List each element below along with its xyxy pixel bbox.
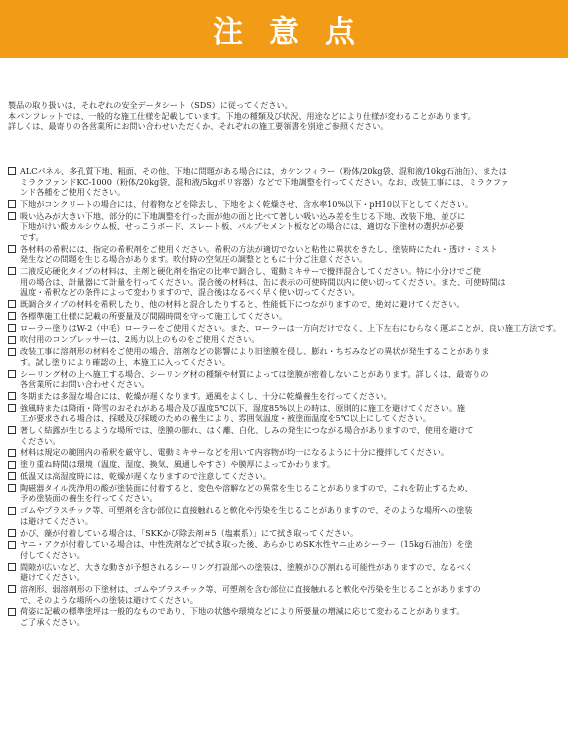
page-title: 注意点 xyxy=(213,15,381,50)
checkbox-square-icon xyxy=(8,167,16,175)
note-text: 間隙が広いなど、大きな動きが予想されるシーリング打設部への塗装は、塗膜がひび割れる可能性がありますので、なるべく 避けてください。 xyxy=(20,561,473,583)
note-text: 各材料の希釈には、指定の希釈剤をご使用ください。希釈の方法が適切でないと粘性に異状をきたし、塗装時にたれ・透け・ミスト 発生などの問題を生じる場合があります。吹付時の空気圧の調整とともに十分ご注意ください。 xyxy=(20,243,498,265)
list-item xyxy=(8,425,564,446)
note-text: かび、藻が付着している場合は、「SKKかび除去剤＃5（塩素系）」にて拭き取ってください。 xyxy=(20,527,359,538)
checkbox-square-icon xyxy=(8,392,16,400)
checkbox-square-icon xyxy=(8,461,16,469)
list-item xyxy=(8,447,564,458)
note-text: ローラー塗りはW-2（中毛）ローラーをご使用ください。また、ローラーは一方向だけでなく、上下左右にむらなく運ぶことが、良い施工方法です。 xyxy=(20,322,561,333)
checkbox-square-icon xyxy=(8,370,16,378)
note-text: 塗り重ね時間は環境（温度、湿度、換気、風通しやすさ）や膜厚によってかわります。 xyxy=(20,459,336,470)
list-item xyxy=(8,311,564,322)
list-item xyxy=(8,606,564,627)
checkbox-square-icon xyxy=(8,300,16,308)
checkbox-square-icon xyxy=(8,336,16,344)
list-item xyxy=(8,483,564,504)
note-text: 冬期または多湿な場合には、乾燥が遅くなります。通風をよくし、十分に乾燥養生を行ってください。 xyxy=(20,390,392,401)
note-text: シーリング材の上へ施工する場合、シーリング材の種類や材質によっては塗膜が密着しないことがあります。詳しくは、最寄りの 各営業所にお問い合わせください。 xyxy=(20,368,489,390)
list-item xyxy=(8,211,564,243)
list-item xyxy=(8,539,564,560)
list-item xyxy=(8,299,564,310)
list-item xyxy=(8,505,564,526)
checkbox-square-icon xyxy=(8,426,16,434)
checkbox-square-icon xyxy=(8,608,16,616)
list-item xyxy=(8,562,564,583)
checkbox-square-icon xyxy=(8,472,16,480)
list-item xyxy=(8,199,564,210)
checkbox-square-icon xyxy=(8,507,16,515)
list-item xyxy=(8,323,564,334)
note-text: 吸い込みが大きい下地、部分的に下地調整を行った面が他の面と比べて著しい吸い込み差を生じる下地、改装下地、並びに 下地がけい酸カルシウム板、せっこうボード、スレート板、パルプセメント板などの場合には、適切な下塗材の選択が必要 です。 xyxy=(20,210,466,242)
note-text: 既調合タイプの材料を希釈したり、他の材料と混合したりすると、性能低下につながりますので、絶対に避けてください。 xyxy=(20,299,465,310)
note-text: 下地がコンクリートの場合には、付着物などを除去し、下地をよく乾燥させ、含水率10%以下・pH10以下としてください。 xyxy=(20,198,473,209)
checkbox-square-icon xyxy=(8,585,16,593)
checkbox-square-icon xyxy=(8,529,16,537)
list-item xyxy=(8,403,564,424)
note-text: 著しく結露が生じるような場所では、塗膜の膨れ、はく離、白化、しみの発生につながる場合がありますので、使用を避けて ください。 xyxy=(20,425,474,446)
checkbox-square-icon xyxy=(8,267,16,275)
list-item xyxy=(8,334,564,345)
note-text: 吹付用のコンプレッサーは、2馬力以上のものをご使用ください。 xyxy=(20,334,260,345)
checkbox-square-icon xyxy=(8,245,16,253)
checkbox-square-icon xyxy=(8,200,16,208)
checkbox-square-icon xyxy=(8,563,16,571)
list-item xyxy=(8,459,564,470)
note-text: ALCパネル、多孔質下地、粗面、その他、下地に問題がある場合には、カケンフィラー（粉体/20kg袋、混和液/10kg石油缶）、または ミラクファンドKC-1000（粉体/20kg袋、混和液/5kgポリ容器）などで下地調整を行ってください。なお、改装工事には、ミラクファ ンド各種をご使用ください。 xyxy=(20,166,509,198)
notes-list xyxy=(8,166,564,629)
list-item xyxy=(8,369,564,390)
list-item xyxy=(8,528,564,539)
note-text: 低温又は高湿度時には、乾燥が遅くなりますので注意してください。 xyxy=(20,471,271,482)
list-item xyxy=(8,471,564,482)
list-item xyxy=(8,266,564,298)
note-text: ゴムやプラスチック等、可塑剤を含む部位に直接触れると軟化や汚染を生じることがありますので、そのような場所への塗装 は避けてください。 xyxy=(20,505,473,526)
list-item xyxy=(8,244,564,265)
checkbox-square-icon xyxy=(8,404,16,412)
list-item xyxy=(8,166,564,198)
list-item xyxy=(8,391,564,402)
note-text: ヤニ・アクが付着している場合は、中性洗剤などで拭き取った後、あらかじめSK水性ヤニ止めシーラー（15kg石油缶）を塗 付してください。 xyxy=(20,539,473,560)
checkbox-square-icon xyxy=(8,484,16,492)
checkbox-square-icon xyxy=(8,312,16,320)
checkbox-square-icon xyxy=(8,541,16,549)
list-item xyxy=(8,346,564,367)
list-item xyxy=(8,584,564,605)
note-text: 各標準施工仕様に記載の所要量及び間隔時間を守って施工してください。 xyxy=(20,310,288,321)
note-text: 二液反応硬化タイプの材料は、主剤と硬化剤を指定の比率で調合し、電動ミキサーで攪拌混合してください。特に小分けでご使 用の場合は、計量器にて計量を行ってください。混合後の材料は、缶に表示の可使時間以内に使い切ってください。また、可使時間は 温度・希釈などの条件によって変わりますので、混合後はなるべく早く使い切ってください。 xyxy=(20,266,506,298)
note-text: 溶剤形、弱溶剤形の下塗材は、ゴムやプラスチック等、可塑剤を含む部位に直接触れると軟化や汚染を生じることがありますの で、そのような場所への塗装は避けてください。 xyxy=(20,584,481,605)
checkbox-square-icon xyxy=(8,348,16,356)
header-banner xyxy=(0,0,568,58)
note-text: 陶磁器タイル洗浄用の酸が塗装面に付着すると、変色や溶解などの異常を生じることがありますので、これを防止するため、 予め塗装面の養生を行ってください。 xyxy=(20,482,473,504)
note-text: 改装工事に溶剤形の材料をご使用の場合、溶剤などの影響により旧塗膜を侵し、膨れ・ちぢみなどの異状が発生することがありま す。試し塗りにより確認の上、本施工に入ってください。 xyxy=(20,346,490,367)
checkbox-square-icon xyxy=(8,324,16,332)
note-text: 材料は規定の範囲内の希釈を厳守し、電動ミキサーなどを用いて内容物が均一になるように十分に攪拌してください。 xyxy=(20,447,449,458)
intro-text: 製品の取り扱いは、それぞれの安全データシート（SDS）に従ってください。 本パンフレットでは、一般的な施工仕様を記載しています。下地の種類及び状況、用途などにより仕様が変わることがあります。 詳しくは、最寄りの各営業所にお問い合わせいただくか、それぞれの施工要領書を別途ご参照ください。 xyxy=(8,100,476,132)
note-text: 荷姿に記載の標準塗坪は一般的なものであり、下地の状態や環境などにより所要量の増減に応じて変わることがあります。 ご了承ください。 xyxy=(20,606,465,628)
checkbox-square-icon xyxy=(8,212,16,220)
checkbox-square-icon xyxy=(8,449,16,457)
note-text: 強風時または降雨・降雪のおそれがある場合及び温度5℃以下、湿度85%以上の時は、原則的に施工を避けてください。施 工が要求される場合は、採暖及び採暖のための養生により、雰囲気温度・被塗面温度を5℃以上にしてください。 xyxy=(20,402,465,424)
